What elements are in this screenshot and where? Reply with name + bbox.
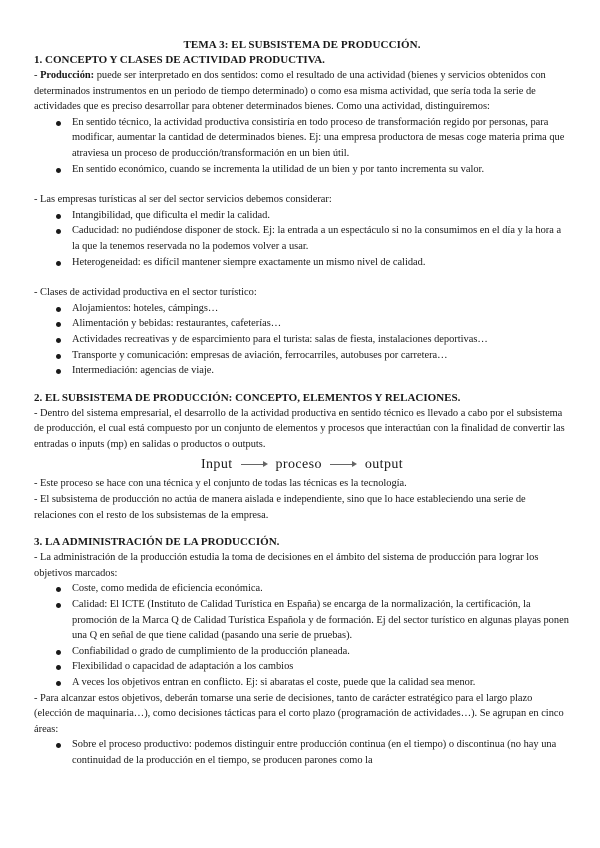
flow-input: Input [200,456,233,472]
arrow-right-icon [330,461,357,467]
clases-list [34,301,570,379]
list-item: En sentido técnico, la actividad productiva consistiría en todo proceso de transformación regido por personas, para modificar, aumentar la cantidad de determinados bienes. Ej: una empresa productora de mesas coge materia prima que atraviesa un proceso de producción/transformación en un bien útil. [72,115,570,162]
subsistema-paragraph: - Dentro del sistema empresarial, el desarrollo de la actividad productiva en sentido técnico es llevado a cabo por el subsistema de producción, el cual está compuesto por un conjunto de elementos y procesos que interactúan con la finalidad de convertir las entradas o inputs (mp) en salidas o productos o outputs. [34,407,565,450]
relaciones-paragraph: - El subsistema de producción no actúa de manera aislada e independiente, sino que lo hace estableciendo una serie de relaciones con el resto de los subsistemas de la empresa. [34,494,526,521]
produccion-paragraph [34,68,570,115]
list-item: Intangibilidad, que dificulta el medir la calidad. [72,208,570,224]
list-item: Intermediación: agencias de viaje. [72,363,570,379]
sentido-list [34,115,570,177]
list-item: Transporte y comunicación: empresas de aviación, ferrocarriles, autobuses por carretera… [72,348,570,364]
clases-intro: - Clases de actividad productiva en el sector turístico: [34,287,257,299]
list-item: Confiabilidad o grado de cumplimiento de la producción planeada. [72,644,570,660]
list-item: Alojamientos: hoteles, cámpings… [72,301,570,317]
arrow-right-icon [241,461,268,467]
list-item: A veces los objetivos entran en conflicto. Ej: si abaratas el coste, puede que la calidad sea menor. [72,675,570,691]
tecnica-paragraph: - Este proceso se hace con una técnica y el conjunto de todas las técnicas es la tecnología. [34,478,407,490]
produccion-term: Producción: [40,70,95,81]
list-item: Heterogeneidad: es difícil mantener siempre exactamente un mismo nivel de calidad. [72,255,570,271]
section-3-heading: 3. LA ADMINISTRACIÓN DE LA PRODUCCIÓN. [34,536,280,549]
list-item: Calidad: El ICTE (Instituto de Calidad Turística en España) se encarga de la normalización, la certificación, la promoción de la Marca Q de Calidad Turística Española y de formación. Ej del sector turístico en algunas playas ponen una Q en señal de que tiene calidad (pasando una serie de pruebas). [72,597,570,644]
list-item: Actividades recreativas y de esparcimiento para el turista: salas de fiesta, instalaciones deportivas… [72,332,570,348]
list-item: Sobre el proceso productivo: podemos distinguir entre producción continua (en el tiempo) o discontinua (no hay una continuidad de la producción en el tiempo, se producen parones como la [72,737,570,768]
administracion-paragraph: - La administración de la producción estudia la toma de decisiones en el ámbito del sistema de producción para lograr los objetivos marcados: [34,552,539,579]
document-title: TEMA 3: EL SUBSISTEMA DE PRODUCCIÓN. [183,39,421,51]
list-item: Alimentación y bebidas: restaurantes, cafeterías… [72,316,570,332]
decisiones-paragraph: - Para alcanzar estos objetivos, deberán tomarse una serie de decisiones, tanto de carácter estratégico para el largo plazo (elección de maquinaria…), como decisiones tácticas para el corto plazo (programación de actividades…). Se agrupan en cinco áreas: [34,692,564,735]
areas-list [34,737,570,768]
flow-proceso: proceso [275,456,322,472]
process-flow-diagram [34,454,570,474]
list-item: Caducidad: no pudiéndose disponer de stock. Ej: la entrada a un espectáculo si no la consumimos en el día y la hora a la que la tenemos reservada no la podemos volver a usar. [72,223,570,254]
objetivos-list [34,581,570,690]
list-item: Flexibilidad o capacidad de adaptación a los cambios [72,659,570,675]
section-1-heading: 1. CONCEPTO Y CLASES DE ACTIVIDAD PRODUCTIVA. [34,54,325,66]
list-item: En sentido económico, cuando se incrementa la utilidad de un bien y por tanto incrementa su valor. [72,162,570,178]
section-2-heading: 2. EL SUBSISTEMA DE PRODUCCIÓN: CONCEPTO, ELEMENTOS Y RELACIONES. [34,391,461,404]
turisticas-list [34,208,570,270]
turisticas-intro: - Las empresas turísticas al ser del sector servicios debemos considerar: [34,194,332,206]
produccion-lead: - [34,70,41,81]
flow-output: output [364,456,404,472]
list-item: Coste, como medida de eficiencia económica. [72,581,570,597]
produccion-text: puede ser interpretado en dos sentidos: como el resultado de una actividad (bienes y servicios obtenidos con determinados instrumentos en un periodo de tiempo determinado) o como esa misma actividad, que sería toda la serie de actividades que es preciso desarrollar para obtener determinados bienes. Como una actividad, distinguiremos: [34,70,546,113]
